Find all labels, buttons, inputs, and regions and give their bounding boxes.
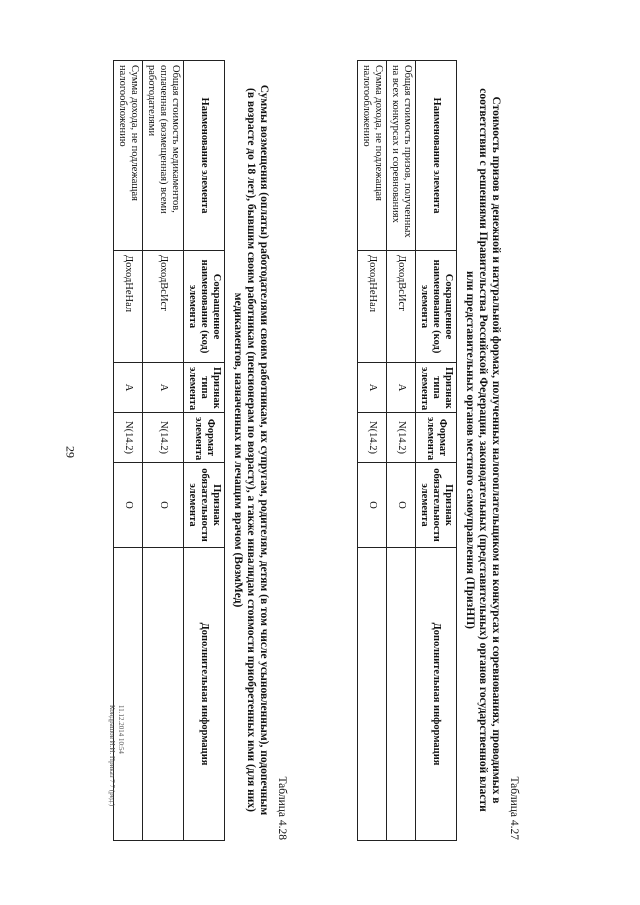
column-header: Дополнительная информация (184, 548, 225, 841)
table-cell: N(14.2) (143, 413, 184, 463)
table-cell: Общая стоимость медикаментов, оплаченная (возмещенная) всеми работодателями (143, 61, 184, 251)
table-cell: Общая стоимость призов, полученных на всех конкурсах и соревнованиях (387, 61, 416, 251)
table-header-row (184, 61, 225, 841)
table-cell: О (387, 463, 416, 548)
page-number: 29 (63, 446, 78, 458)
table-cell: ДоходВсИст (387, 251, 416, 363)
table-cell: О (358, 463, 387, 548)
table-cell (387, 548, 416, 841)
table-row (143, 61, 184, 841)
column-header: Признак обязательности элемента (416, 463, 457, 548)
table-cell: А (387, 363, 416, 413)
table-label: Таблица 4.28 (276, 776, 288, 840)
table-cell: А (358, 363, 387, 413)
table-header-row (416, 61, 457, 841)
column-header: Признак типа элемента (416, 363, 457, 413)
table-title: Стоимость призов в денежной и натуральной формах, полученных налогоплательщиком на конкурсах и соревнованиях, проводимых в соответствии с решениями Правительства Российской Федерации, законодательных (представительных) органов государственной власти или представительных органов местного самоуправления (ПризНП) (464, 88, 502, 812)
table-cell: А (143, 363, 184, 413)
table-row (387, 61, 416, 841)
table-cell: А (114, 363, 143, 413)
stamp-text (107, 705, 125, 806)
table-cell: ДоходВсИст (143, 251, 184, 363)
table-label: Таблица 4.27 (508, 776, 520, 840)
column-header: Сокращенное наименование (код) элемента (416, 251, 457, 363)
column-header: Признак типа элемента (184, 363, 225, 413)
column-header: Формат элемента (416, 413, 457, 463)
stamp-line: 11.12.2014 10:54 (117, 705, 125, 754)
table-cell: N(14.2) (387, 413, 416, 463)
table-cell: Сумма дохода, не подлежащая налогообложению (358, 61, 387, 251)
table-cell: О (114, 463, 143, 548)
table-cell (358, 548, 387, 841)
column-header: Дополнительная информация (416, 548, 457, 841)
column-header: Формат элемента (184, 413, 225, 463)
document-stamp (95, 705, 135, 815)
table-block-4-27 (357, 60, 520, 840)
table-cell: Сумма дохода, не подлежащая налогообложению (114, 61, 143, 251)
column-header: Наименование элемента (184, 61, 225, 251)
table-block-4-28 (113, 60, 288, 840)
column-header: Сокращенное наименование (код) элемента (184, 251, 225, 363)
table-cell (143, 548, 184, 841)
data-table (357, 60, 457, 841)
stamp-line: Кондрашов И.И. Приказ 7 7 (ред.) (108, 705, 116, 807)
table-row (358, 61, 387, 841)
table-cell: ДоходНеНал (358, 251, 387, 363)
table-cell: N(14.2) (358, 413, 387, 463)
column-header: Признак обязательности элемента (184, 463, 225, 548)
table-cell: N(14.2) (114, 413, 143, 463)
table-cell: О (143, 463, 184, 548)
table-cell: ДоходНеНал (114, 251, 143, 363)
column-header: Наименование элемента (416, 61, 457, 251)
table-title: Суммы возмещения (оплаты) работодателями своим работникам, их супругам, родителям, детям (в том числе усыновленным), подопечным (в возрасте до 18 лет), бывшим своим работникам (пенсионерам по возрасту), а также инвалидам стоимости приобретенных ими (для них) медикаментов, назначенных им лечащим врачом (ВозмМед) (232, 84, 270, 816)
